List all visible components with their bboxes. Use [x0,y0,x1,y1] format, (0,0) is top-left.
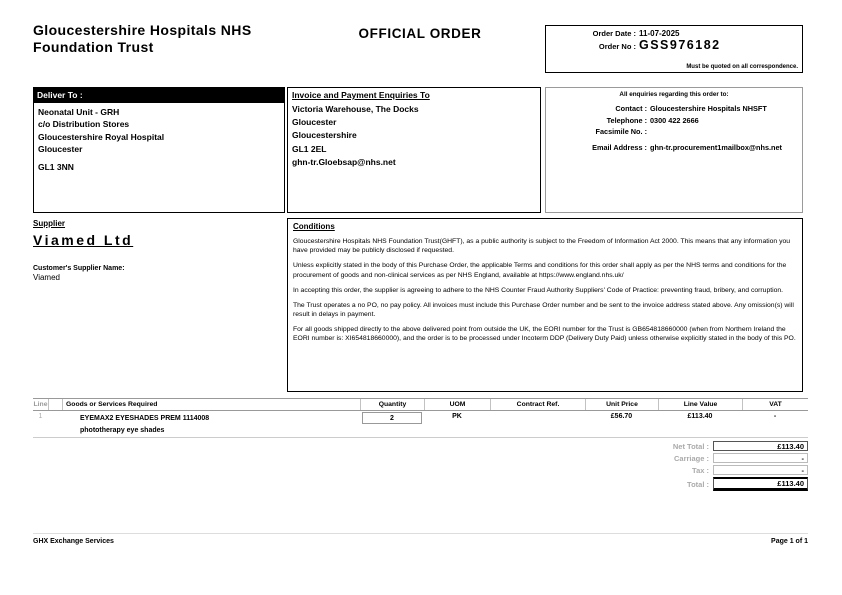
item-contract-ref [490,411,585,437]
tax-value: - [713,465,808,475]
item-line-value: £113.40 [687,413,713,420]
condition-paragraph: For all goods shipped directly to the above delivered point from outside the UK, the EORI number for the Trust is GB654818660000 (when from Northern Ireland the EORI number is: XI654818660000), and the order is to be processed under Incoterm DDP (Delivery Duty Paid) unless otherwise explicitly stated in the body of this PO. [293,326,796,343]
invoice-email: ghn-tr.Gloebsap@nhs.net [292,156,396,167]
facsimile-label: Facsimile No. : [595,127,647,136]
grand-total-row [561,477,808,491]
condition-paragraph: The Trust operates a no PO, no pay policy. All invoices must include this Purchase Order number and be sent to the invoice address stated above. Any omission(s) will result in delays in payment. [293,301,794,319]
item-row-spacer [48,411,62,437]
enquiry-row-email [550,142,798,154]
order-info-box [545,25,803,73]
supplier-heading: Supplier [33,219,66,228]
order-number-label: Order No : [598,42,636,51]
items-table-bottom-rule [33,437,808,438]
footer-rule [33,533,808,534]
carriage-row [561,453,808,463]
email-value: ghn-tr.procurement1mailbox@nhs.net [650,142,782,152]
carriage-label: Carriage : [673,453,709,463]
enquiry-row-telephone [550,115,798,127]
item-uom: PK [452,413,462,420]
col-header-contract-ref: Contract Ref. [490,399,585,410]
order-date-label: Order Date : [592,29,636,38]
net-total-value: £113.40 [713,441,808,451]
condition-paragraph: Gloucestershire Hospitals NHS Foundation Trust(GHFT), as a public authority is subject to the Freedom of Information Act 2000. This means that any information you have provided may be publicly disclosed if requested. [293,238,791,255]
col-header-line: Line [33,401,48,408]
email-label: Email Address : [592,142,647,152]
tax-row [561,465,808,475]
deliver-postcode: GL1 3NN [38,162,74,173]
footer-page-number: Page 1 of 1 [771,538,808,545]
tax-label: Tax : [692,465,709,475]
item-unit-price: £56.70 [610,413,633,420]
order-number-value: GSS976182 [639,38,721,52]
carriage-value: - [713,453,808,463]
order-note: Must be quoted on all correspondence. [686,64,798,70]
col-header-description: Goods or Services Required [62,399,360,410]
item-description-line2: phototherapy eye shades [80,426,165,434]
order-enquiries-box [545,87,803,213]
order-date-row [550,29,798,38]
enquiry-row-facsimile [550,126,798,138]
order-date-value: 11-07-2025 [639,29,680,38]
deliver-to-heading: Deliver To : [34,88,284,103]
conditions-heading: Conditions [293,222,335,231]
item-quantity: 2 [362,412,422,424]
invoice-enquiries-box [287,87,541,213]
supplier-section [33,219,283,282]
enquiry-row-contact [550,103,798,115]
invoice-address [292,103,536,169]
col-header-vat: VAT [742,399,808,410]
invoice-line: Victoria Warehouse, The Docks [292,104,419,114]
deliver-line: Gloucester [38,143,83,154]
invoice-line: Gloucestershire [292,130,357,141]
col-header-spacer [48,399,62,410]
grand-total-value: £113.40 [713,477,808,491]
invoice-enquiries-heading: Invoice and Payment Enquiries To [292,90,430,100]
org-name: Gloucestershire Hospitals NHS Foundation Trust [33,22,252,55]
customer-supplier-label: Customer's Supplier Name: [33,265,125,272]
totals-section [561,441,808,493]
item-vat: - [773,413,777,420]
invoice-line: GL1 2EL [292,143,327,154]
contact-value: Gloucestershire Hospitals NHSFT [650,104,767,113]
enquiries-heading: All enquiries regarding this order to: [619,91,729,98]
item-line-number: 1 [38,413,43,420]
contact-label: Contact : [615,104,647,113]
telephone-label: Telephone : [606,115,647,125]
col-header-uom: UOM [424,399,490,410]
conditions-box [287,218,803,392]
item-description-line1: EYEMAX2 EYESHADES PREM 1114008 [80,415,210,422]
telephone-value: 0300 422 2666 [650,115,699,125]
order-number-row [550,38,798,52]
item-row [33,411,808,437]
deliver-to-address [34,103,284,176]
deliver-line: Neonatal Unit - GRH [38,107,120,117]
invoice-line: Gloucester [292,117,337,128]
col-header-unit-price: Unit Price [585,399,658,410]
item-quantity-cell [360,411,424,437]
customer-supplier-value: Viamed [33,273,60,282]
col-header-quantity: Quantity [360,399,424,410]
footer-service-name: GHX Exchange Services [33,538,114,545]
deliver-line: Gloucestershire Royal Hospital [38,131,165,142]
col-header-line-value: Line Value [658,399,742,410]
condition-paragraph: Unless explicitly stated in the body of this Purchase Order, the applicable Terms and conditions for this order shall apply as per the NHS terms and conditions for the procurement of goods and non-clinical services as per NHS England, available at https://www.england.nhs.uk/ [293,262,787,279]
condition-paragraph: In accepting this order, the supplier is agreeing to adhere to the NHS Counter Fraud Authority Suppliers' Code of Practice: preventing fraud, bribery, and corruption. [293,286,784,294]
deliver-to-box [33,87,285,213]
deliver-line: c/o Distribution Stores [38,119,130,130]
item-description [62,411,360,437]
grand-total-label: Total : [687,479,709,489]
net-total-label: Net Total : [672,441,709,451]
supplier-name: Viamed Ltd [33,232,134,248]
document-title: OFFICIAL ORDER [358,26,482,41]
items-table-header [33,398,808,411]
net-total-row [561,441,808,451]
